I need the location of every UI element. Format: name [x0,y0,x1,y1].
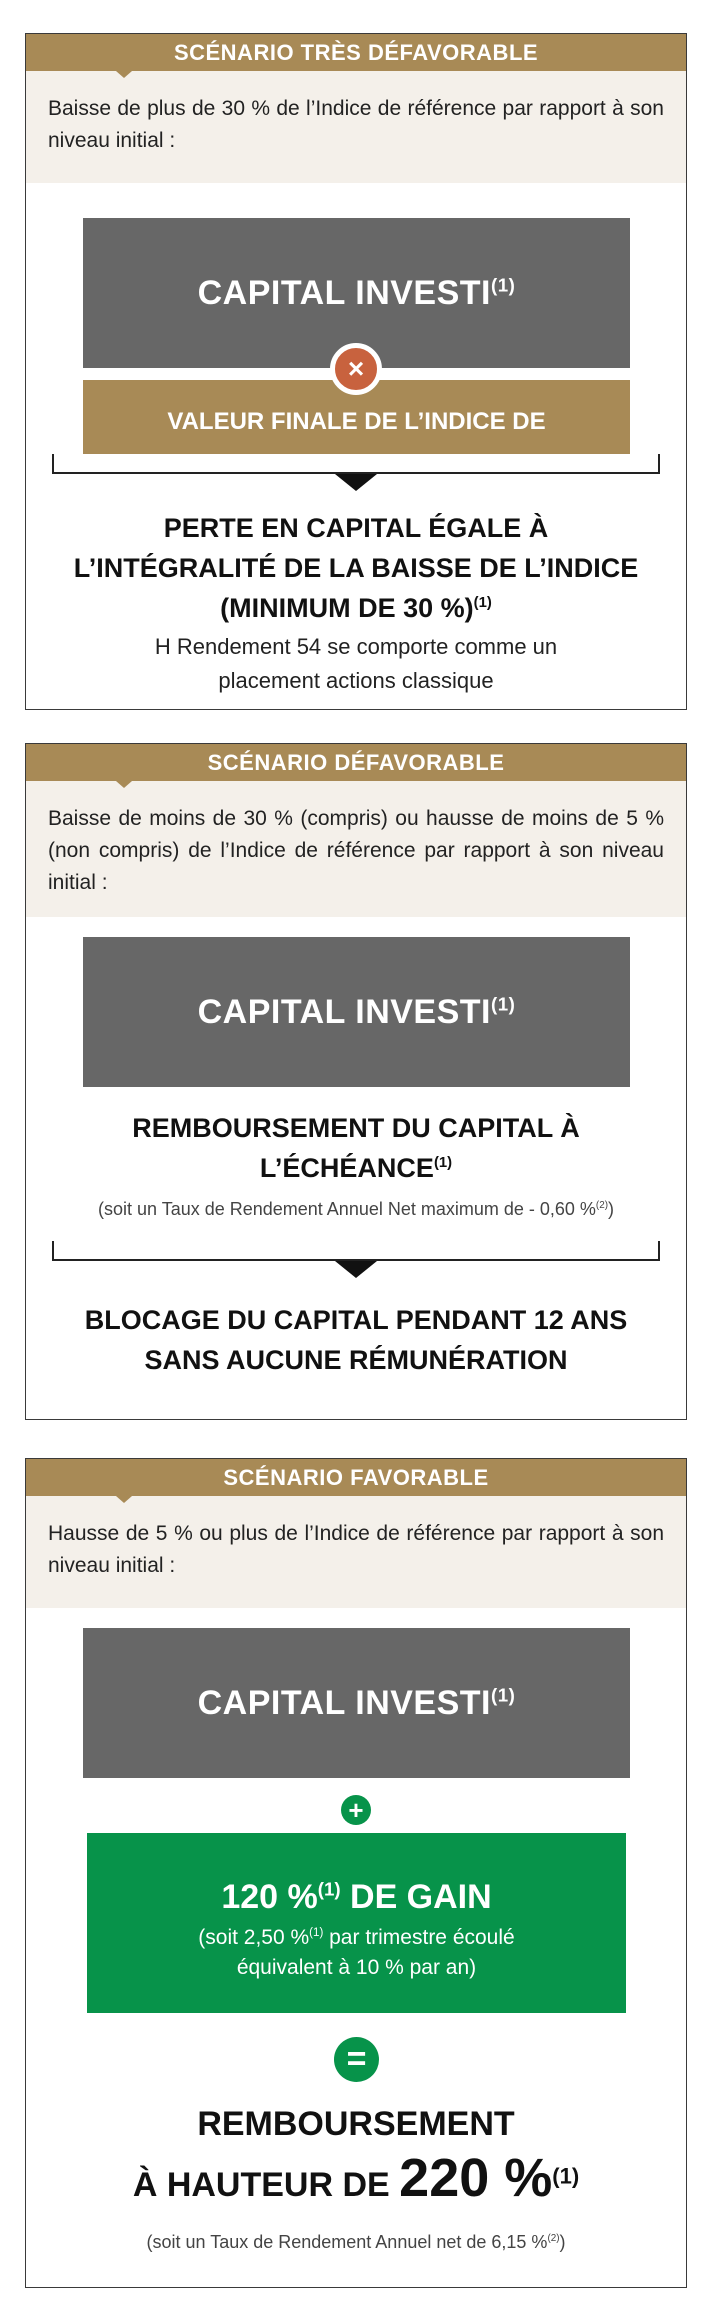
scenario-header [26,34,686,71]
scenario-header [26,1459,686,1496]
repayment-line: REMBOURSEMENT [197,2105,515,2143]
result-note [26,630,686,698]
capital-invested-label: CAPITAL INVESTI [197,993,492,1031]
rate-note: (soit un Taux de Rendement Annuel Net maximum de - 0,60 %$^{(2)}$) [97,1199,614,1219]
gain-note: (soit 2,50 %$^{(1)}$ par trimestre écoulé équivalent à 10 % par an) [198,1926,515,1979]
rate-note: (soit un Taux de Rendement Annuel net de 6,15 %$^{(2)}$) [146,2232,566,2252]
capital-invested-box [83,1628,630,1778]
scenario-title: SCÉNARIO DÉFAVORABLE [207,750,505,775]
intro-text: Baisse de moins de 30 % (compris) ou hausse de moins de 5 % (non compris) de l’Indice de référence par rapport à son niveau initial : [48,807,664,894]
footnote-ref: (1) [491,993,516,1015]
scenario-title: SCÉNARIO FAVORABLE [223,1465,489,1490]
brace-divider [52,454,660,474]
header-notch [116,781,132,788]
gain-box [87,1833,626,2013]
arrow-down-icon [335,474,377,491]
repayment-text [26,1108,686,1188]
repayment-text [26,2101,686,2216]
result-line: BLOCAGE DU CAPITAL PENDANT 12 ANS [84,1305,628,1335]
repayment-line: REMBOURSEMENT DU CAPITAL À [132,1113,580,1143]
result-text [26,508,686,628]
scenario-intro [26,1496,686,1608]
note-line: H Rendement 54 se comporte comme un [154,634,558,659]
intro-text: Baisse de plus de 30 % de l’Indice de référence par rapport à son niveau initial : [48,97,664,152]
scenario-favorable-card [25,1458,687,2288]
scenario-header [26,744,686,781]
repayment-line: À HAUTEUR DE 220 %$^{(1)}$ [132,2148,580,2208]
plus-icon: + [341,1795,371,1825]
result-line: SANS AUCUNE RÉMUNÉRATION [144,1345,568,1375]
scenario-title: SCÉNARIO TRÈS DÉFAVORABLE [173,40,539,65]
arrow-down-icon [335,1261,377,1278]
multiply-icon: × [330,343,382,395]
footnote-ref: (3) [422,492,439,507]
footnote-ref: (1) [491,274,516,296]
note-line: placement actions classique [218,668,494,693]
capital-invested-box [83,937,630,1087]
footnote-ref: (1) [491,1684,516,1706]
scenario-very-unfavorable-card [25,33,687,710]
capital-invested-label: CAPITAL INVESTI [197,1684,492,1722]
scenario-unfavorable-card [25,743,687,1420]
intro-text: Hausse de 5 % ou plus de l’Indice de référence par rapport à son niveau initial : [48,1522,664,1577]
scenario-intro [26,71,686,183]
gain-title: 120 %$^{(1)}$ DE GAIN [221,1878,492,1916]
equals-icon: = [334,2037,379,2082]
header-notch [116,71,132,78]
repayment-line: L’ÉCHÉANCE$^{(1)}$ [259,1153,453,1183]
scenario-intro [26,781,686,917]
brace-divider [52,1241,660,1261]
capital-invested-label: CAPITAL INVESTI [197,274,492,312]
result-line: (MINIMUM DE 30 %)$^{(1)}$ [220,593,492,623]
result-text [26,1300,686,1380]
result-line: L’INTÉGRALITÉ DE LA BAISSE DE L’INDICE [73,553,639,583]
reference-index-label: VALEUR FINALE DE L’INDICE DE RÉFÉRENCE [167,408,546,519]
result-line: PERTE EN CAPITAL ÉGALE À [163,513,549,543]
header-notch [116,1496,132,1503]
